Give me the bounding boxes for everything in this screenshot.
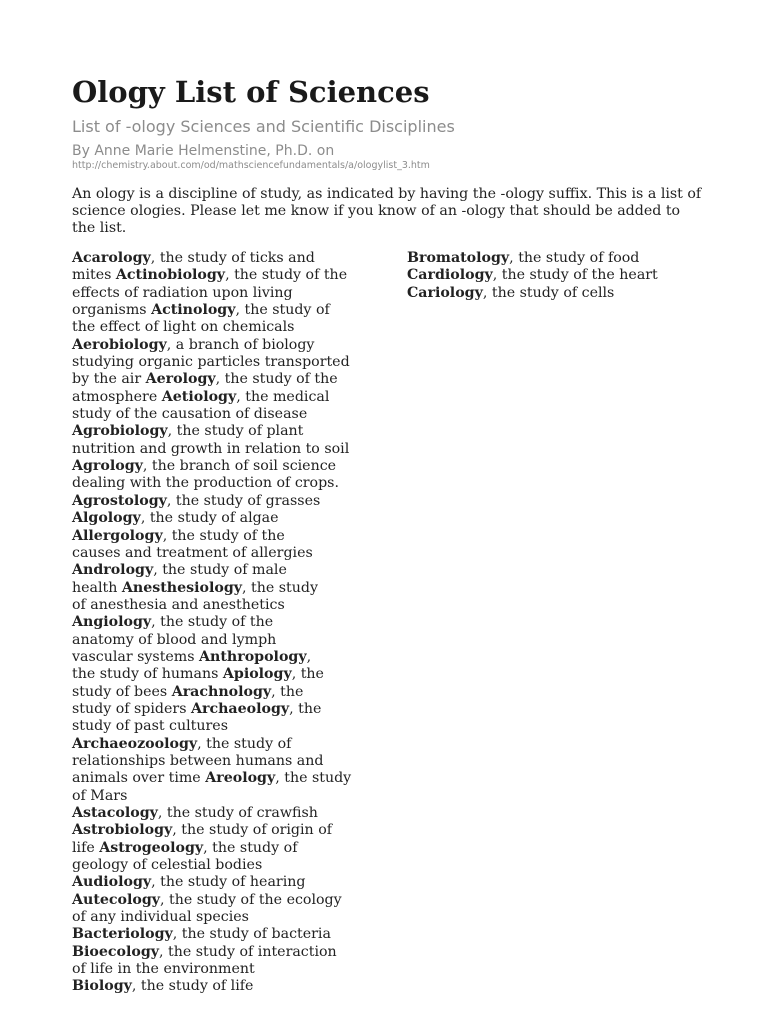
list-line	[72, 926, 364, 943]
ology-description: , the study of food	[509, 250, 640, 266]
list-line	[72, 319, 364, 336]
page-title: Ology List of Sciences	[72, 75, 430, 109]
ology-term: Audiology	[72, 874, 152, 891]
list-line	[72, 736, 364, 753]
list-line	[72, 718, 364, 735]
ology-term: Arachnology	[171, 683, 272, 700]
list-line	[72, 874, 364, 891]
ology-description: , the study of crawfish	[157, 805, 318, 821]
ology-description: , the study of	[197, 735, 292, 752]
ology-list-right-column	[407, 250, 702, 302]
ology-description: , the study of the	[215, 371, 338, 388]
ology-term: Autecology	[72, 891, 161, 908]
list-line	[72, 337, 364, 354]
list-line	[72, 684, 364, 701]
ology-description: , a branch of biology	[166, 336, 315, 353]
list-line	[72, 371, 364, 388]
ology-description: nutrition and growth in relation to soil	[72, 440, 350, 457]
ology-description: the study of humans	[72, 666, 223, 683]
page-subtitle: List of -ology Sciences and Scientific Disciplines	[72, 117, 455, 136]
list-line	[72, 770, 364, 787]
ology-term: Bioecology	[72, 943, 159, 960]
list-line	[72, 458, 364, 475]
ology-term: Agrostology	[72, 492, 167, 509]
list-line	[407, 285, 702, 302]
list-line	[72, 788, 364, 805]
ology-description: causes and treatment of allergies	[72, 544, 313, 561]
intro-paragraph: An ology is a discipline of study, as indicated by having the -ology suffix. This is a list of science ologies. Please let me know if you know of an -ology that should be added to the list.	[72, 186, 702, 237]
list-line	[72, 822, 364, 839]
ology-description: , the	[291, 666, 324, 683]
list-line	[72, 528, 364, 545]
ology-term: Areology	[205, 770, 276, 787]
ology-description: , the study of algae	[140, 510, 279, 527]
list-line	[72, 805, 364, 822]
list-line	[72, 285, 364, 302]
ology-description: studying organic particles transported	[72, 354, 350, 371]
ology-description: , the study of male	[153, 562, 287, 579]
ology-description: , the study of plant	[167, 423, 304, 440]
list-line	[72, 892, 364, 909]
ology-term: Astacology	[72, 805, 158, 821]
ology-description: animals over time	[72, 770, 206, 787]
list-line	[72, 406, 364, 423]
list-line	[72, 978, 364, 995]
list-line	[72, 441, 364, 458]
ology-term: Allergology	[72, 527, 163, 544]
ology-description: , the study of bacteria	[172, 926, 331, 943]
list-line	[72, 475, 364, 492]
ology-term: Bromatology	[407, 250, 510, 266]
ology-term: Algology	[72, 510, 141, 527]
ology-description: the effect of light on chemicals	[72, 319, 295, 336]
list-line	[72, 753, 364, 770]
ology-description: health	[72, 579, 122, 596]
ology-description: , the study of grasses	[166, 492, 321, 509]
ology-description: study of bees	[72, 683, 172, 700]
ology-term: Astrobiology	[72, 822, 173, 839]
ology-description: , the study of	[235, 302, 330, 319]
ology-term: Actinobiology	[115, 267, 226, 284]
ology-term: Aetiology	[161, 388, 237, 405]
list-line	[72, 493, 364, 510]
ology-description: study of the causation of disease	[72, 406, 308, 423]
ology-description: study of spiders	[72, 700, 191, 717]
ology-description: , the	[289, 700, 322, 717]
ology-description: , the study of ticks and	[150, 250, 315, 266]
ology-description: , the study of the heart	[492, 267, 658, 284]
list-line	[72, 302, 364, 319]
ology-term: Andrology	[72, 562, 154, 579]
ology-description: life	[72, 839, 100, 856]
ology-description: , the study of interaction	[159, 943, 337, 960]
list-line	[72, 423, 364, 440]
author-byline: By Anne Marie Helmenstine, Ph.D. on	[72, 143, 335, 159]
ology-description: geology of celestial bodies	[72, 857, 263, 874]
list-line	[72, 510, 364, 527]
ology-term: Agrology	[72, 458, 143, 475]
ology-term: Bacteriology	[72, 926, 173, 943]
ology-term: Agrobiology	[72, 423, 168, 440]
ology-description: relationships between humans and	[72, 752, 324, 769]
list-line	[72, 909, 364, 926]
list-line	[72, 354, 364, 371]
ology-description: vascular systems	[72, 648, 200, 665]
ology-description: of anesthesia and anesthetics	[72, 596, 285, 613]
ology-description: , the study of the	[225, 267, 348, 284]
ology-description: organisms	[72, 302, 152, 319]
ology-term: Archaeozoology	[72, 735, 198, 752]
ology-term: Acarology	[72, 250, 151, 266]
ology-description: , the study of cells	[482, 284, 615, 301]
list-line	[72, 701, 364, 718]
ology-term: Actinology	[151, 302, 236, 319]
ology-description: study of past cultures	[72, 718, 228, 735]
ology-term: Aerology	[145, 371, 216, 388]
ology-description: , the study of the	[151, 614, 274, 631]
list-line	[72, 597, 364, 614]
list-line	[72, 857, 364, 874]
ology-term: Anesthesiology	[121, 579, 242, 596]
ology-term: Angiology	[72, 614, 152, 631]
ology-description: of life in the environment	[72, 961, 255, 978]
ology-term: Archaeology	[190, 700, 290, 717]
list-line	[72, 389, 364, 406]
ology-description: , the study of origin of	[172, 822, 332, 839]
list-line	[72, 961, 364, 978]
list-line	[72, 267, 364, 284]
list-line	[72, 545, 364, 562]
ology-description: of any individual species	[72, 909, 249, 926]
ology-description: , the study of the ecology	[160, 891, 342, 908]
list-line	[72, 614, 364, 631]
ology-term: Biology	[72, 978, 132, 995]
ology-term: Aerobiology	[72, 336, 167, 353]
ology-term: Astrogeology	[99, 839, 204, 856]
ology-description: , the study	[275, 770, 352, 787]
list-line	[72, 580, 364, 597]
ology-description: effects of radiation upon living	[72, 284, 293, 301]
ology-term: Cardiology	[407, 267, 493, 284]
ology-description: , the study of	[203, 839, 298, 856]
list-line	[72, 649, 364, 666]
list-line	[72, 250, 364, 267]
source-url: http://chemistry.about.com/od/mathsciencefundamentals/a/ologylist_3.htm	[72, 160, 430, 171]
ology-term: Apiology	[222, 666, 292, 683]
ology-description: , the study of the	[162, 527, 285, 544]
ology-description: , the branch of soil science	[142, 458, 337, 475]
ology-description: atmosphere	[72, 388, 162, 405]
ology-description: , the study of life	[131, 978, 254, 995]
list-line	[407, 250, 702, 267]
list-line	[72, 666, 364, 683]
list-line	[72, 944, 364, 961]
ology-description: mites	[72, 267, 116, 284]
list-line	[407, 267, 702, 284]
ology-description: ,	[306, 648, 312, 665]
ology-description: , the medical	[236, 388, 330, 405]
ology-term: Anthropology	[199, 648, 307, 665]
ology-term: Cariology	[407, 284, 483, 301]
ology-list-left-column	[72, 250, 364, 996]
list-line	[72, 562, 364, 579]
ology-description: , the study of hearing	[151, 874, 306, 891]
list-line	[72, 632, 364, 649]
ology-description: dealing with the production of crops.	[72, 475, 339, 492]
ology-description: by the air	[72, 371, 146, 388]
ology-description: , the	[271, 683, 304, 700]
ology-description: anatomy of blood and lymph	[72, 631, 277, 648]
list-line	[72, 840, 364, 857]
ology-description: of Mars	[72, 787, 128, 804]
ology-description: , the study	[241, 579, 318, 596]
